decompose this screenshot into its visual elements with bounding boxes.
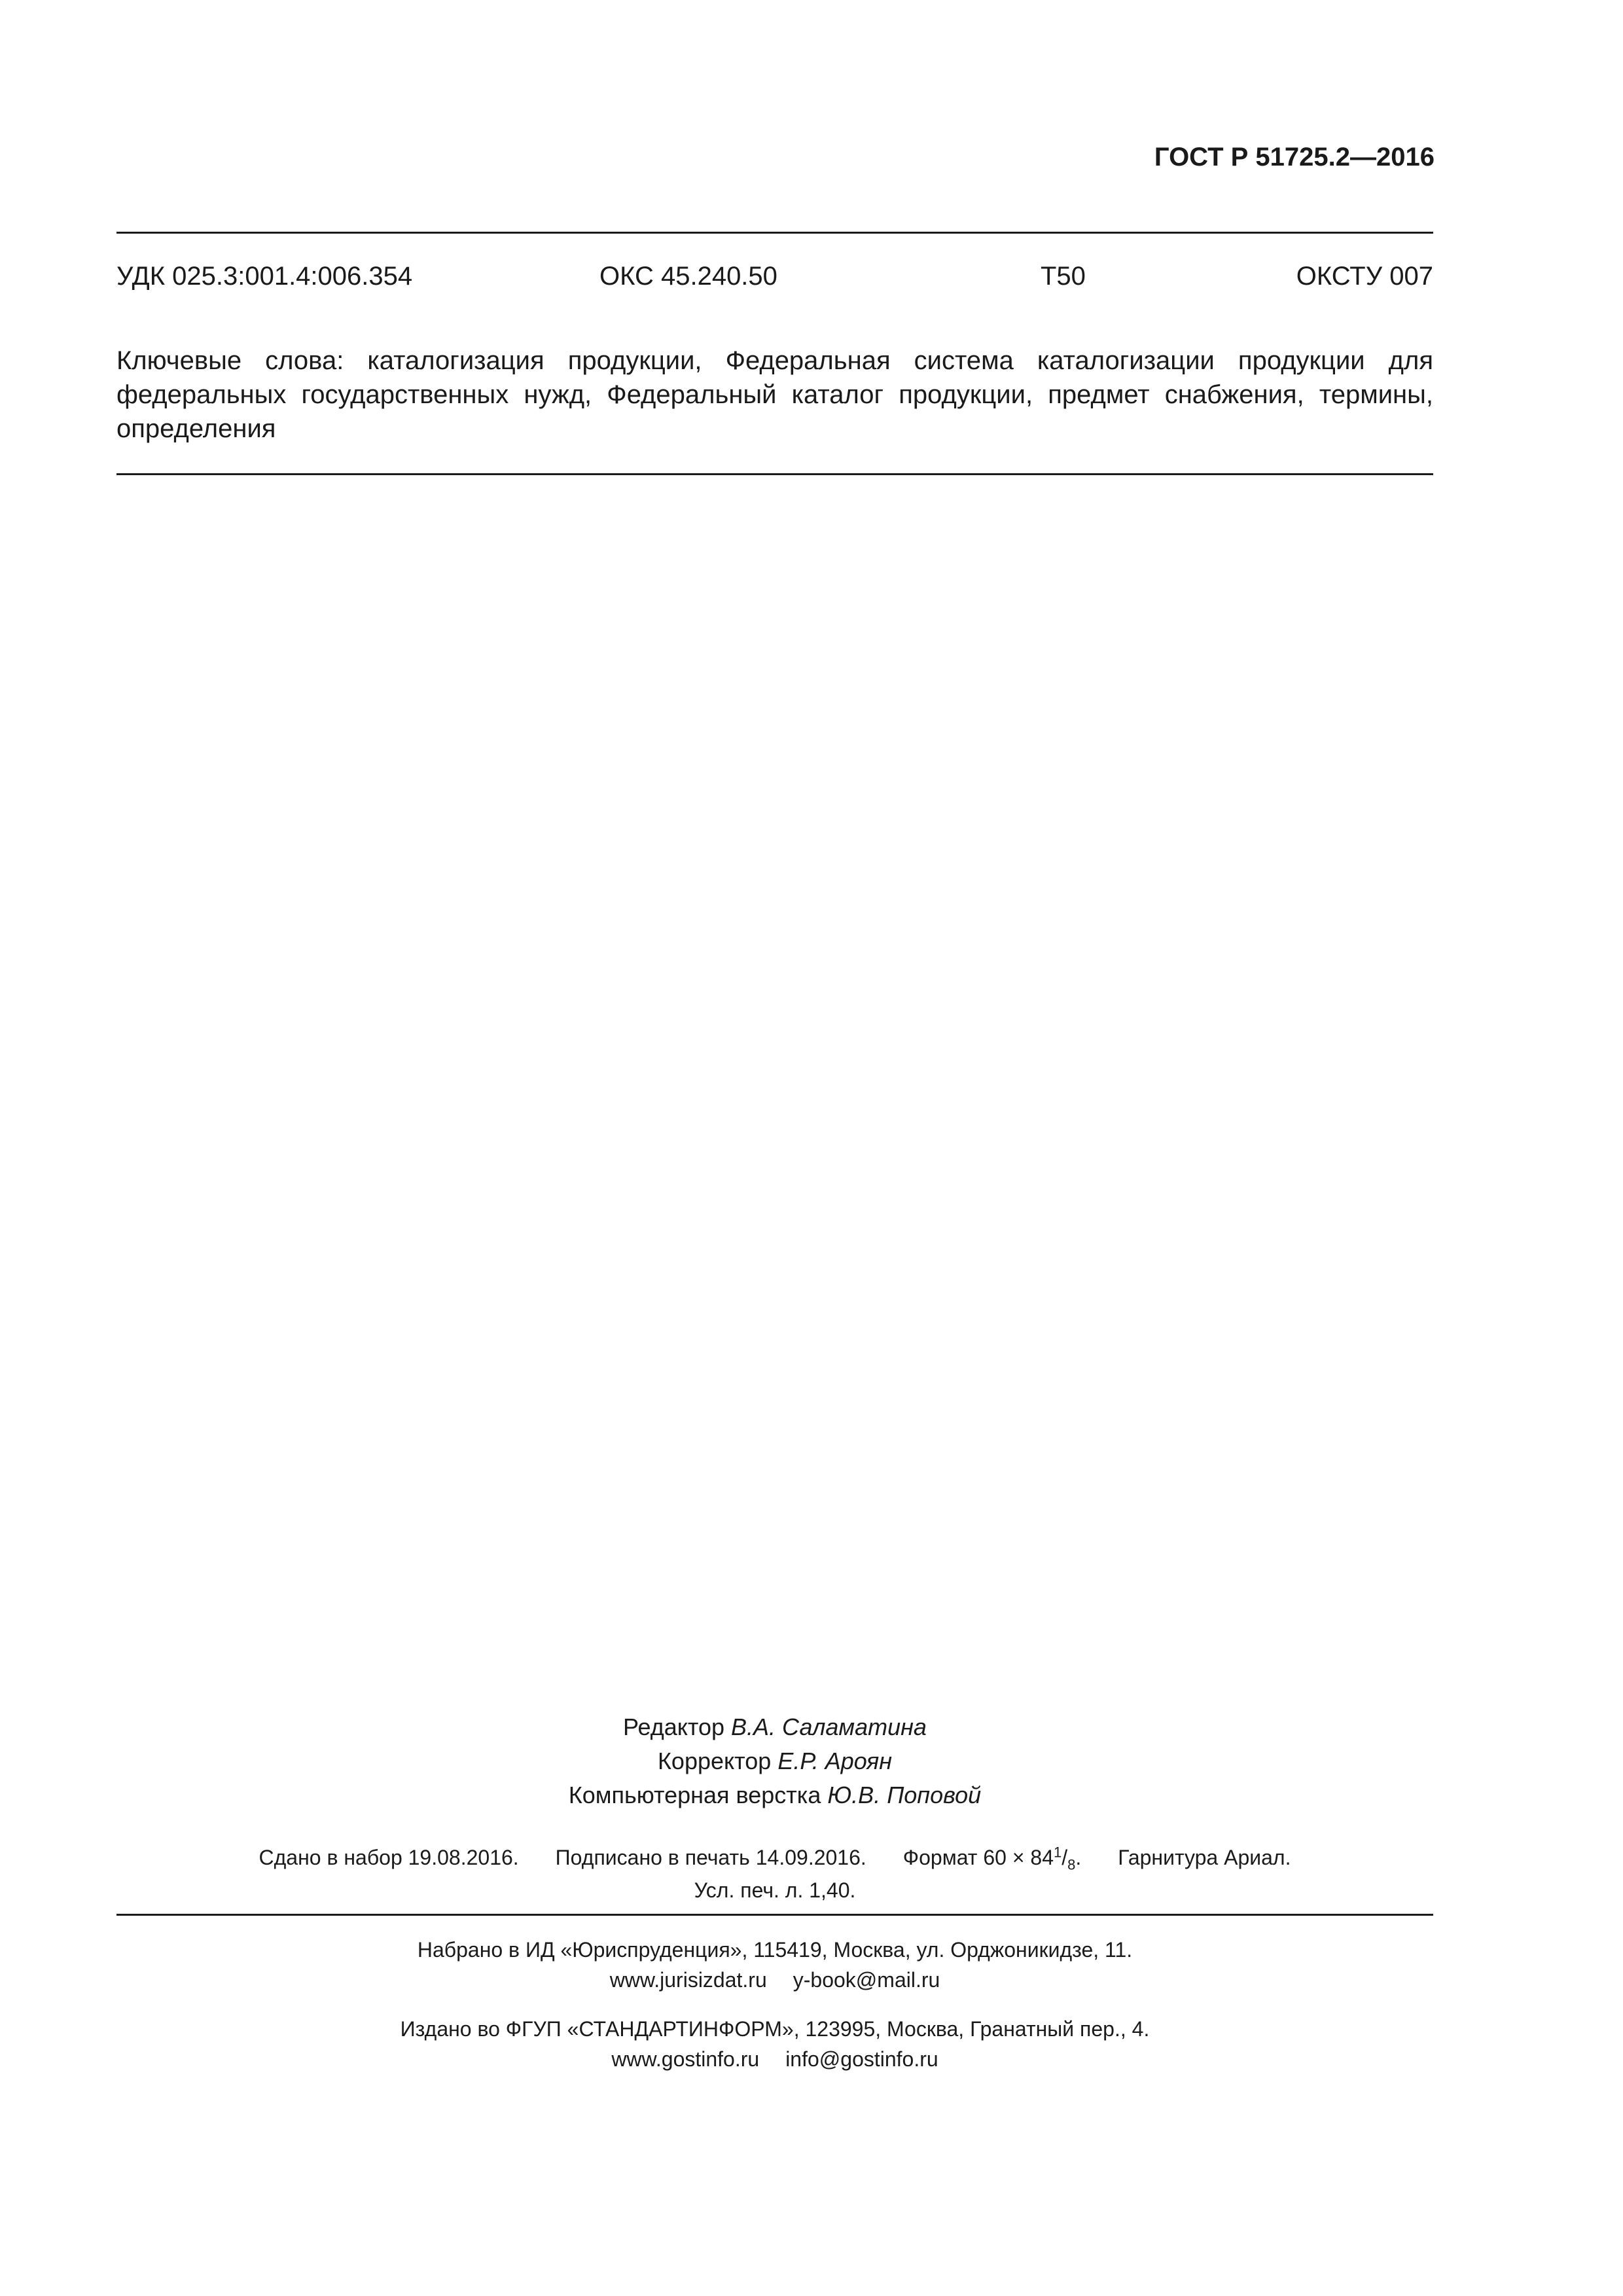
layout-name: Ю.В. Поповой xyxy=(827,1782,982,1808)
udk-code: УДК 025.3:001.4:006.354 xyxy=(116,262,413,291)
corrector-name: Е.Р. Ароян xyxy=(777,1748,893,1774)
credits-block xyxy=(116,1710,1433,1812)
layout-label: Компьютерная верстка xyxy=(568,1782,821,1808)
layout-line xyxy=(116,1778,1433,1812)
publisher-website: www.gostinfo.ru xyxy=(611,2047,760,2071)
publisher-email: info@gostinfo.ru xyxy=(785,2047,938,2071)
print-info-block xyxy=(116,1841,1433,1907)
divider-top xyxy=(116,232,1433,234)
typesetter-email: y-book@mail.ru xyxy=(793,1968,940,1992)
typesetter-website: www.jurisizdat.ru xyxy=(609,1968,767,1992)
typesetter-imprint xyxy=(116,1935,1433,1995)
editor-name: В.А. Саламатина xyxy=(731,1713,927,1740)
publisher-contacts xyxy=(116,2044,1433,2074)
typeface: Гарнитура Ариал. xyxy=(1118,1846,1291,1869)
standard-designation: ГОСТ Р 51725.2—2016 xyxy=(1154,143,1435,171)
publisher-address: Издано во ФГУП «СТАНДАРТИНФОРМ», 123995, Москва, Гранатный пер., 4. xyxy=(400,2017,1150,2041)
publisher-imprint xyxy=(116,2014,1433,2074)
print-sheets: Усл. печ. л. 1,40. xyxy=(694,1878,856,1902)
corrector-label: Корректор xyxy=(657,1748,772,1774)
corrector-line xyxy=(116,1744,1433,1778)
divider-imprint xyxy=(116,1914,1433,1916)
print-info-line xyxy=(116,1841,1433,1874)
t-code: Т50 xyxy=(1041,262,1086,291)
divider-keywords xyxy=(116,473,1433,475)
typesetter-contacts xyxy=(116,1965,1433,1995)
signed-date: Подписано в печать 14.09.2016. xyxy=(555,1846,866,1869)
okstu-code: ОКСТУ 007 xyxy=(1296,262,1433,291)
paper-format: Формат $60 \times 84^1/_8$. xyxy=(902,1844,1082,1873)
submitted-date: Сдано в набор 19.08.2016. xyxy=(259,1846,519,1869)
editor-label: Редактор xyxy=(623,1713,725,1740)
keywords-paragraph: Ключевые слова: каталогизация продукции, Федеральная система каталогизации продукции для федеральных государственных нужд, Федеральный каталог продукции, предмет снабжения, термины, определения xyxy=(116,346,1433,443)
editor-line xyxy=(116,1710,1433,1744)
oks-code: ОКС 45.240.50 xyxy=(599,262,777,291)
typesetter-address: Набрано в ИД «Юриспруденция», 115419, Москва, ул. Орджоникидзе, 11. xyxy=(417,1938,1133,1962)
